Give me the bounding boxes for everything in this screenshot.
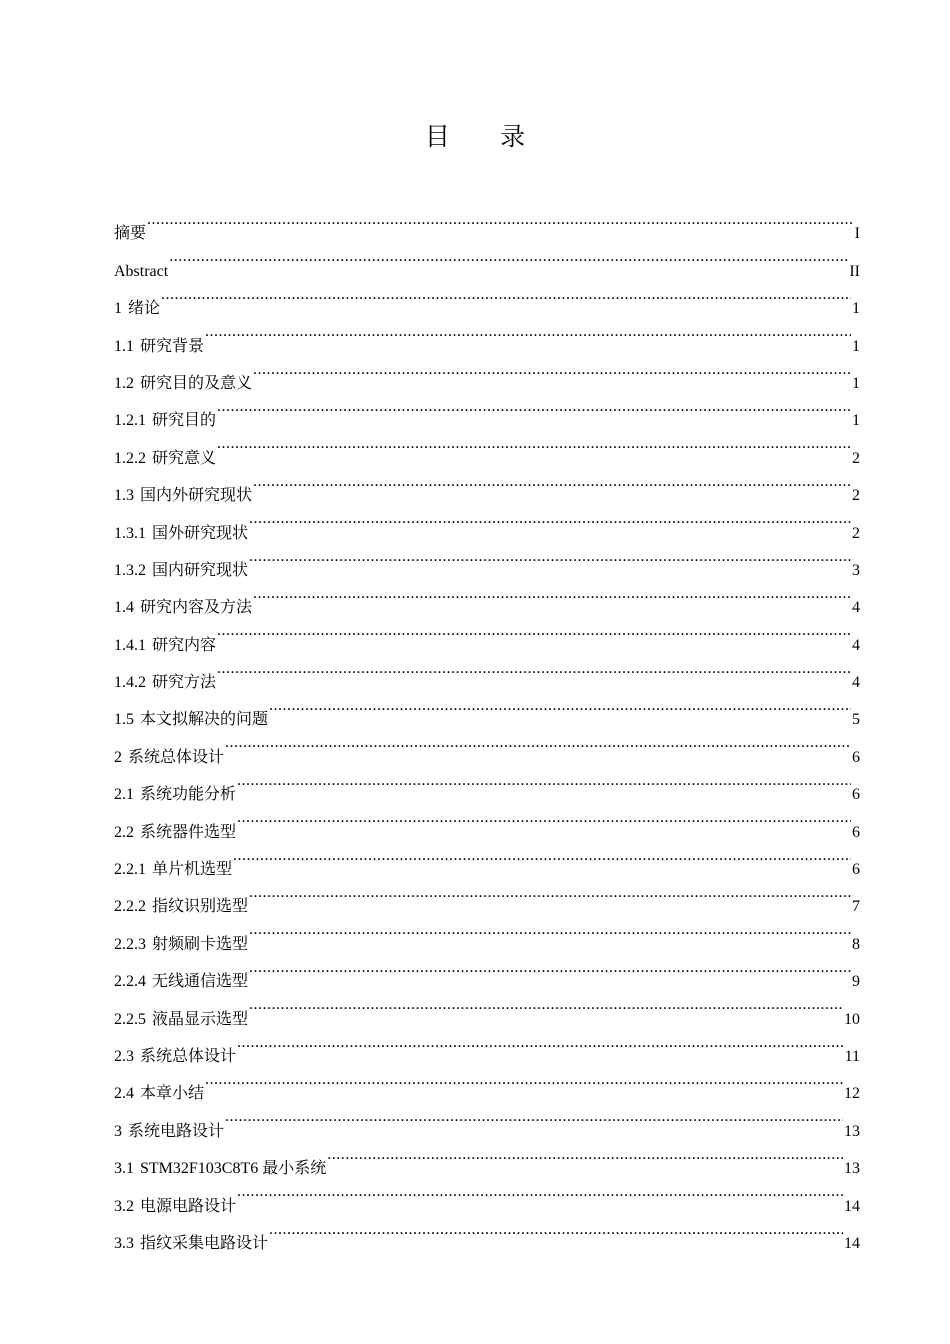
toc-entry-page-number: 6 <box>852 823 860 841</box>
toc-entry-number: 2.2.5 <box>114 1010 146 1028</box>
toc-entry[interactable] <box>114 351 860 392</box>
toc-entry-page-number: 6 <box>852 861 860 879</box>
toc-entry-number: 2.2.3 <box>114 935 146 953</box>
toc-entry[interactable] <box>114 687 860 729</box>
toc-entry-number: 1.3.2 <box>114 561 146 579</box>
toc-entry-label: 系统总体设计 <box>140 1047 237 1065</box>
toc-entry-label: 绪论 <box>128 300 161 318</box>
toc-entry-page-number: 10 <box>844 1010 860 1028</box>
toc-entry-number: 2.2.4 <box>114 973 146 991</box>
toc-entry-page-number: 7 <box>852 898 860 916</box>
toc-entry-label: 系统电路设计 <box>128 1122 225 1140</box>
toc-entry-page-number: 13 <box>844 1122 860 1140</box>
toc-entry-label: Abstract <box>114 262 169 280</box>
toc-entry-page-number: 6 <box>852 748 860 766</box>
toc-entry[interactable] <box>114 201 860 243</box>
toc-entry-page-number: 14 <box>844 1197 860 1215</box>
toc-entry-label: STM32F103C8T6 最小系统 <box>140 1160 327 1178</box>
toc-entry-label: 射频刷卡选型 <box>152 935 249 953</box>
toc-dot-leader <box>205 313 851 350</box>
toc-entry-number: 2.3 <box>114 1047 134 1065</box>
page-title: 目 录 <box>424 124 548 151</box>
toc-entry-page-number: 5 <box>852 711 860 729</box>
toc-entry[interactable] <box>114 1098 860 1140</box>
toc-dot-leader <box>249 538 851 575</box>
toc-dot-leader <box>237 1173 843 1210</box>
toc-entry-number: 1 <box>114 300 122 318</box>
toc-entry-page-number: 2 <box>852 449 860 467</box>
toc-entry-page-number: 6 <box>852 786 860 804</box>
toc-entry-label: 本章小结 <box>140 1085 205 1103</box>
toc-dot-leader <box>217 388 851 425</box>
toc-entry-number: 1.3 <box>114 487 134 505</box>
toc-dot-leader <box>269 1211 843 1248</box>
toc-entry-number: 2 <box>114 748 122 766</box>
toc-entry[interactable] <box>114 388 860 430</box>
toc-entry-label: 研究方法 <box>152 674 217 692</box>
toc-entry-label: 液晶显示选型 <box>152 1010 249 1028</box>
toc-entry[interactable] <box>114 238 860 280</box>
toc-dot-leader <box>217 612 851 649</box>
toc-entry[interactable] <box>114 276 860 318</box>
toc-entry-page-number: 2 <box>852 524 860 542</box>
toc-entry-label: 国内外研究现状 <box>140 487 253 505</box>
toc-entry[interactable] <box>114 612 860 654</box>
toc-entry-page-number: 1 <box>852 374 860 392</box>
toc-entry[interactable] <box>114 724 860 766</box>
toc-entry[interactable] <box>114 313 860 355</box>
toc-entry-label: 研究目的及意义 <box>140 374 253 392</box>
toc-entry-page-number: 9 <box>852 973 860 991</box>
toc-dot-leader <box>161 276 851 313</box>
toc-entry[interactable] <box>114 1061 860 1103</box>
toc-entry-number: 1.1 <box>114 337 134 355</box>
toc-entry-label: 电源电路设计 <box>140 1197 237 1215</box>
toc-entry-label: 本文拟解决的问题 <box>140 711 269 729</box>
toc-entry-page-number: I <box>854 225 860 243</box>
toc-entry-label: 单片机选型 <box>152 861 233 879</box>
toc-entry-page-number: 2 <box>852 487 860 505</box>
toc-dot-leader <box>217 425 851 462</box>
toc-dot-leader <box>147 201 854 238</box>
toc-entry-number: 3 <box>114 1122 122 1140</box>
toc-dot-leader <box>253 463 851 500</box>
toc-dot-leader <box>249 500 851 537</box>
toc-entry-label: 研究目的 <box>152 412 217 430</box>
toc-entry-number: 1.2 <box>114 374 134 392</box>
toc-entry-number: 2.2.2 <box>114 898 146 916</box>
toc-dot-leader <box>237 762 851 799</box>
toc-entry-page-number: 1 <box>852 337 860 355</box>
toc-entry-label: 指纹采集电路设计 <box>140 1234 269 1252</box>
toc-entry-number: 2.1 <box>114 786 134 804</box>
toc-entry-number: 2.2 <box>114 823 134 841</box>
toc-entry-page-number: 11 <box>844 1047 860 1065</box>
toc-entry-number: 1.5 <box>114 711 134 729</box>
toc-entry-page-number: II <box>849 262 860 280</box>
toc-entry-page-number: 4 <box>852 674 860 692</box>
toc-entry-number: 1.4.1 <box>114 636 146 654</box>
toc-entry-number: 1.3.1 <box>114 524 146 542</box>
toc-entry-page-number: 1 <box>852 300 860 318</box>
toc-entry[interactable] <box>114 1136 860 1178</box>
toc-entry-label: 系统总体设计 <box>128 748 225 766</box>
toc-entry-page-number: 14 <box>844 1234 860 1252</box>
toc-entry-page-number: 3 <box>852 561 860 579</box>
toc-dot-leader <box>249 986 843 1023</box>
toc-dot-leader <box>217 650 851 687</box>
toc-entry-label: 研究意义 <box>152 449 217 467</box>
toc-entry-page-number: 8 <box>852 935 860 953</box>
toc-entry-number: 2.4 <box>114 1085 134 1103</box>
toc-entry-label: 摘要 <box>114 225 147 243</box>
toc-dot-leader <box>249 949 851 986</box>
toc-entry-label: 系统器件选型 <box>140 823 237 841</box>
toc-dot-leader <box>169 238 848 275</box>
toc-entry[interactable] <box>114 762 860 804</box>
toc-entry-page-number: 4 <box>852 599 860 617</box>
toc-dot-leader <box>233 837 851 874</box>
toc-dot-leader <box>253 575 851 612</box>
toc-entry-label: 系统功能分析 <box>140 786 237 804</box>
toc-entry-number: 1.2.1 <box>114 412 146 430</box>
toc-entry-label: 国外研究现状 <box>152 524 249 542</box>
toc-entry-number: 1.2.2 <box>114 449 146 467</box>
toc-dot-leader <box>327 1136 843 1173</box>
toc-dot-leader <box>249 911 851 948</box>
toc-entry-label: 无线通信选型 <box>152 973 249 991</box>
toc-entry-page-number: 1 <box>852 412 860 430</box>
toc-entry-page-number: 13 <box>844 1160 860 1178</box>
toc-entry-label: 研究背景 <box>140 337 205 355</box>
table-of-contents <box>114 201 860 1252</box>
toc-dot-leader <box>253 351 851 388</box>
toc-entry[interactable] <box>114 463 860 505</box>
toc-entry-number: 1.4 <box>114 599 134 617</box>
toc-dot-leader <box>249 874 851 911</box>
toc-entry-label: 研究内容及方法 <box>140 599 253 617</box>
toc-dot-leader <box>225 724 851 761</box>
toc-entry-number: 3.2 <box>114 1197 134 1215</box>
toc-entry-label: 国内研究现状 <box>152 561 249 579</box>
toc-entry-label: 研究内容 <box>152 636 217 654</box>
toc-entry-number: 1.4.2 <box>114 674 146 692</box>
toc-dot-leader <box>237 1024 844 1061</box>
toc-entry-page-number: 12 <box>844 1085 860 1103</box>
toc-entry-label: 指纹识别选型 <box>152 898 249 916</box>
toc-dot-leader <box>225 1098 843 1135</box>
toc-entry-page-number: 4 <box>852 636 860 654</box>
toc-entry-number: 3.1 <box>114 1160 134 1178</box>
toc-dot-leader <box>269 687 851 724</box>
toc-dot-leader <box>237 799 851 836</box>
toc-entry[interactable] <box>114 650 860 692</box>
toc-entry-number: 2.2.1 <box>114 861 146 879</box>
toc-entry-number: 3.3 <box>114 1234 134 1252</box>
toc-entry[interactable] <box>114 425 860 467</box>
toc-dot-leader <box>205 1061 843 1098</box>
